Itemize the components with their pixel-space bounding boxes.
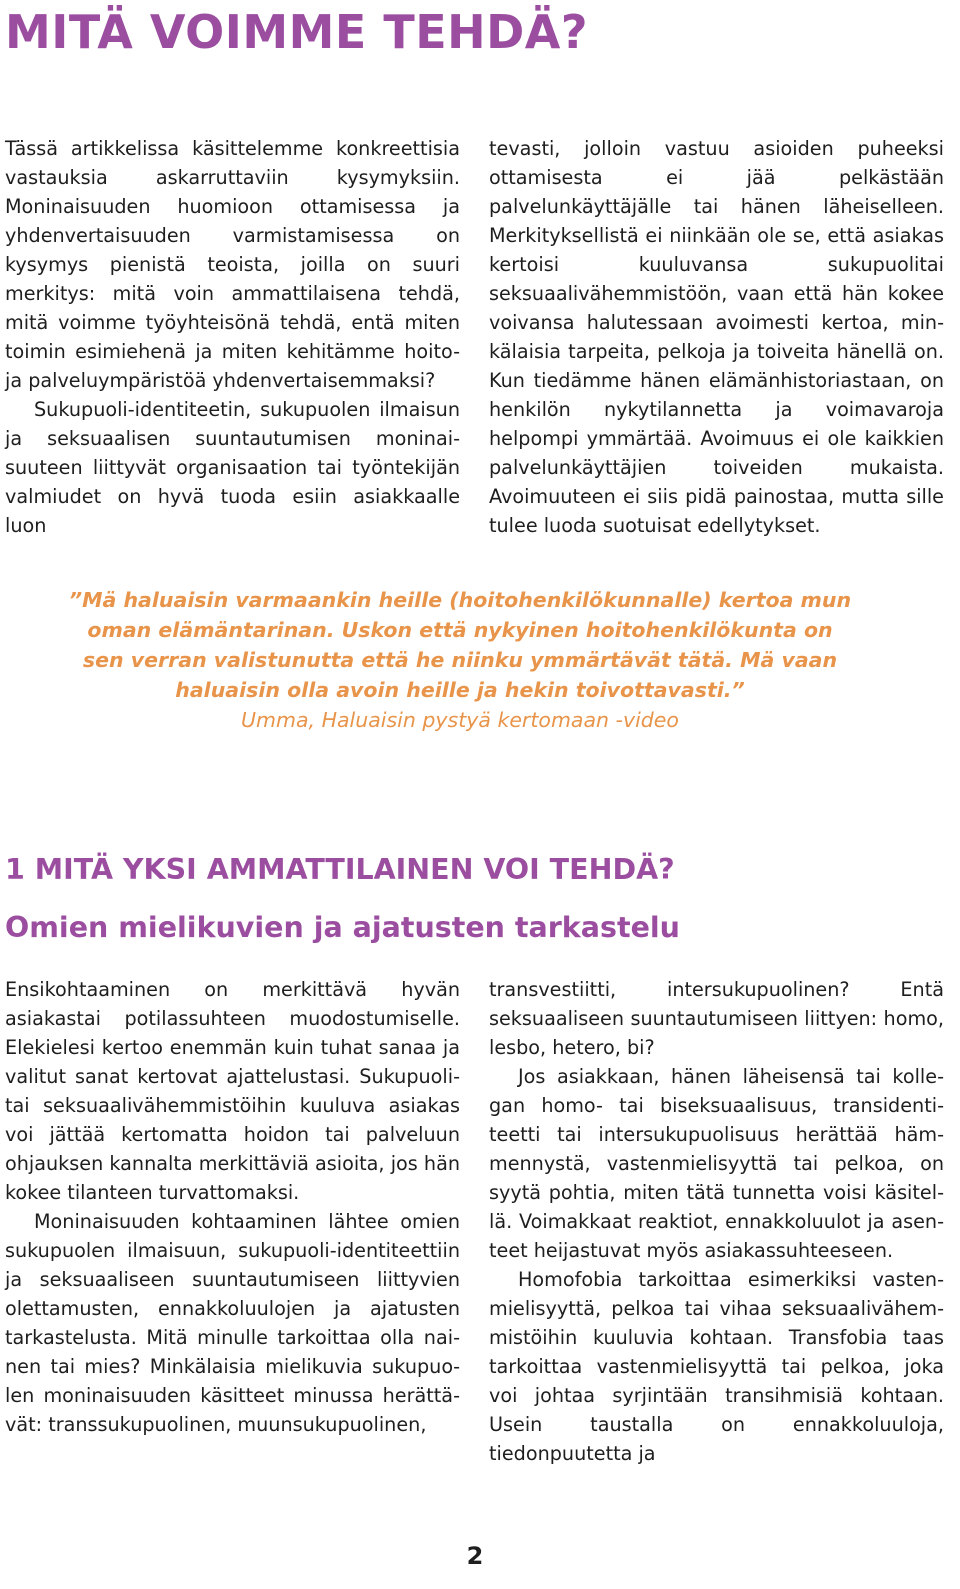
section-right-column <box>489 975 944 1468</box>
quote-source: Umma, Haluaisin pystyä kertomaan -video <box>241 708 679 732</box>
page-title: MITÄ VOIMME TEHDÄ? <box>5 5 589 59</box>
quote-line: oman elämäntarinan. Uskon että nykyinen hoitohenkilökunta on <box>87 618 833 642</box>
intro-paragraph: Tässä artikkelissa käsittelemme konkreettisia vastauksia askarruttaviin kysymyksiin. Moninaisuuden huomioon ottamisessa ja yhdenvertaisuuden varmistamisessa on kysymys pienistä teoista, joilla on suuri merkitys: mitä voin ammattilaisena tehdä, mitä voimme työyhteisönä tehdä, entä miten toimin esimiehenä ja miten kehitämme hoito- ja palveluympäristöä yhdenvertaisemmaksi? <box>5 137 460 392</box>
pull-quote <box>0 585 920 735</box>
quote-line: haluaisin olla avoin heille ja hekin toivottavasti.” <box>175 678 745 702</box>
quote-line: ”Mä haluaisin varmaankin heille (hoitohenkilökunnalle) kertoa mun <box>68 588 852 612</box>
intro-left-column <box>5 134 460 540</box>
section-left-column <box>5 975 460 1439</box>
section-heading: 1 MITÄ YKSI AMMATTILAINEN VOI TEHDÄ? <box>5 853 675 886</box>
body-paragraph: Ensikohtaaminen on merkittävä hyvän asiakastai potilassuhteen muodostumiselle. Elekielesi kertoo enemmän kuin tuhat sanaa ja valitut sanat kertovat ajattelustasi. Sukupuoli- tai seksuaalivähemmistöihin kuuluva asiakas voi jättää kertomatta hoidon tai palveluun ohjauksen kannalta merkittäviä asioita, jos hän kokee tilanteen turvattomaksi. <box>5 978 460 1204</box>
section-subheading: Omien mielikuvien ja ajatusten tarkastelu <box>5 911 680 944</box>
intro-paragraph: tevasti, jolloin vastuu asioiden puheeksi ottamisesta ei jää pelkästään palvelunkäyttäjälle tai hänen läheiselleen. Merkityksellistä ei niinkään ole se, että asiakas kertoisi kuuluvansa sukupuolitai seksuaalivähemmistöön, vaan että hän kokee voivansa halutessaan avoimesti kertoa, minkälaisia tarpeita, pelkoja ja toiveita hänellä on. Kun tiedämme hänen elämänhistoriastaan, on henkilön nykytilannetta ja voimavaroja helpompi ymmärtää. Avoimuus ei ole kaikkien palvelunkäyttäjien toiveiden mukaista. Avoimuuteen ei siis pidä painostaa, mutta sille tulee luoda suotuisat edellytykset. <box>489 137 944 537</box>
page-number: 2 <box>466 1542 484 1570</box>
quote-line: sen verran valistunutta että he niinku ymmärtävät tätä. Mä vaan <box>82 648 838 672</box>
intro-paragraph: Sukupuoli-identiteetin, sukupuolen ilmaisun ja seksuaalisen suuntautumisen moninaisuuteen liittyvät organisaation tai työntekijän valmiudet on hyvä tuoda esiin asiakkaalle luon <box>5 398 460 537</box>
body-paragraph: Jos asiakkaan, hänen läheisensä tai kollegan homo- tai biseksuaalisuus, transidentiteetti tai intersukupuolisuus herättää hämmennystä, vastenmielisyyttä tai pelkoa, on syytä pohtia, miten tätä tunnetta voisi käsitellä. Voimakkaat reaktiot, ennakkoluulot ja asenteet heijastuvat myös asiakassuhteeseen. <box>489 1065 944 1262</box>
intro-right-column <box>489 134 944 540</box>
body-paragraph: Moninaisuuden kohtaaminen lähtee omien sukupuolen ilmaisuun, sukupuoli-identiteettiin ja seksuaaliseen suuntautumiseen liittyvien olettamusten, ennakkoluulojen ja ajatusten tarkastelusta. Mitä minulle tarkoittaa olla nainen tai mies? Minkälaisia mielikuvia sukupuolen moninaisuuden käsitteet minussa herättävät: transsukupuolinen, muunsukupuolinen, <box>5 1210 460 1436</box>
body-paragraph: Homofobia tarkoittaa esimerkiksi vastenmielisyyttä, pelkoa tai vihaa seksuaalivähemmistöihin kuuluvia kohtaan. Transfobia taas tarkoittaa vastenmielisyyttä tai pelkoa, joka voi johtaa syrjintään transihmisiä kohtaan. Usein taustalla on ennakkoluuloja, tiedonpuutetta ja <box>489 1268 944 1465</box>
body-paragraph: transvestiitti, intersukupuolinen? Entä seksuaaliseen suuntautumiseen liittyen: homo, lesbo, hetero, bi? <box>489 978 944 1059</box>
